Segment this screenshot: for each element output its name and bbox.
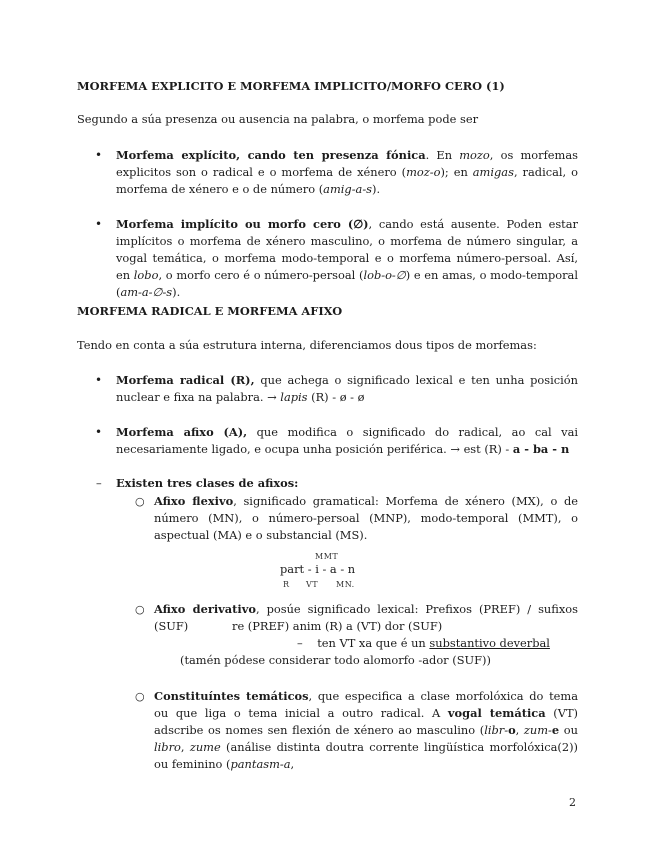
term-morfema-explicito: Morfema explícito, cando ten presenza fónica — [116, 148, 426, 162]
bullet-marker: • — [95, 373, 103, 387]
bullet-morfema-implicito: Morfema implícito ou morfo cero (∅), cando está ausente. Poden estar implícitos o morfema de xénero masculino, o morfema de número singular, a vogal temática, o morfema modo-temporal e o morfema número-persoal. Así, en lobo, o morfo cero é o número-persoal (lob-o-∅) e en amas, o modo-temporal (am-a-∅-s). — [116, 217, 578, 299]
intro-paragraph-1: Segundo a súa presenza ou ausencia na palabra, o morfema pode ser — [77, 112, 479, 126]
bullet-morfema-afixo: Morfema afixo (A), que modifica o significado do radical, ao cal vai necesariamente ligado, e ocupa unha posición periférica. → est (R) - a - ba - n — [116, 425, 578, 456]
intro-paragraph-2: Tendo en conta a súa estrutura interna, diferenciamos dous tipos de morfemas: — [77, 338, 537, 352]
heading-morfema-explicito: MORFEMA EXPLICITO E MORFEMA IMPLICITO/MORFO CERO (1) — [77, 79, 505, 93]
bullet-morfema-radical: Morfema radical (R), que achega o significado lexical e ten unha posición nuclear e fixa na palabra. → lapis (R) - ø - ø — [116, 373, 578, 404]
dash-marker: – — [96, 476, 102, 490]
bullet-morfema-explicito: Morfema explícito, cando ten presenza fónica. En mozo, os morfemas explicitos son o radical e o morfema de xénero (moz-o); en amigas, radical, o morfema de xénero e o de número (amig-a-s). — [116, 148, 578, 196]
bullet-marker: • — [95, 148, 103, 162]
term-afixo-derivativo: Afixo derivativo — [154, 602, 256, 616]
page-number: 2 — [569, 796, 576, 809]
dash-tres-clases: Existen tres clases de afixos: — [116, 476, 299, 490]
circle-marker: ○ — [135, 495, 145, 508]
derivation-alomorfo-note: (tamén pódese considerar todo alomorfo -ador (SUF)) — [180, 653, 491, 667]
heading-morfema-radical: MORFEMA RADICAL E MORFEMA AFIXO — [77, 304, 343, 318]
derivation-note: – ten VT xa que é un substantivo deverbal — [297, 636, 550, 650]
bullet-marker: • — [95, 217, 103, 231]
term-morfema-radical: Morfema radical (R), — [116, 373, 255, 387]
diagram-label-mn: MN. — [336, 580, 355, 589]
sub-afixo-flexivo: Afixo flexivo, significado gramatical: Morfema de xénero (MX), o de número (MN), o número-persoal (MNP), modo-temporal (MMT), o aspectual (MA) e o substancial (MS). — [154, 494, 578, 542]
circle-marker: ○ — [135, 690, 145, 703]
diagram-label-r: R — [283, 580, 290, 589]
term-morfema-implicito: Morfema implícito ou morfo cero (∅) — [116, 217, 369, 231]
derivation-example: re (PREF) anim (R) a (VT) dor (SUF) — [232, 619, 443, 633]
term-constituintes-tematicos: Constituíntes temáticos — [154, 689, 309, 703]
circle-marker: ○ — [135, 603, 145, 616]
diagram-label-vt: VT — [306, 580, 319, 589]
sub-afixo-derivativo: Afixo derivativo, posúe significado lexical: Prefixos (PREF) / sufixos (SUF) — [154, 602, 578, 633]
sub-constituintes-tematicos: Constituíntes temáticos, que especifica a clase morfolóxica do tema ou que liga o tema inicial a outro radical. A vogal temática (VT) adscribe os nomes sen flexión de xénero ao masculino (libr-o, zum-e ou libro, zume (análise distinta doutra corrente lingüística morfolóxica(2)) ou feminino (pantasm-a, — [154, 689, 578, 771]
term-morfema-afixo: Morfema afixo (A), — [116, 425, 248, 439]
diagram-label-mmt: MMT — [315, 552, 339, 561]
link-substantivo-deverbal: substantivo deverbal — [429, 636, 550, 650]
diagram-word: part - i - a - n — [280, 562, 356, 576]
bullet-marker: • — [95, 425, 103, 439]
term-afixo-flexivo: Afixo flexivo — [154, 494, 234, 508]
